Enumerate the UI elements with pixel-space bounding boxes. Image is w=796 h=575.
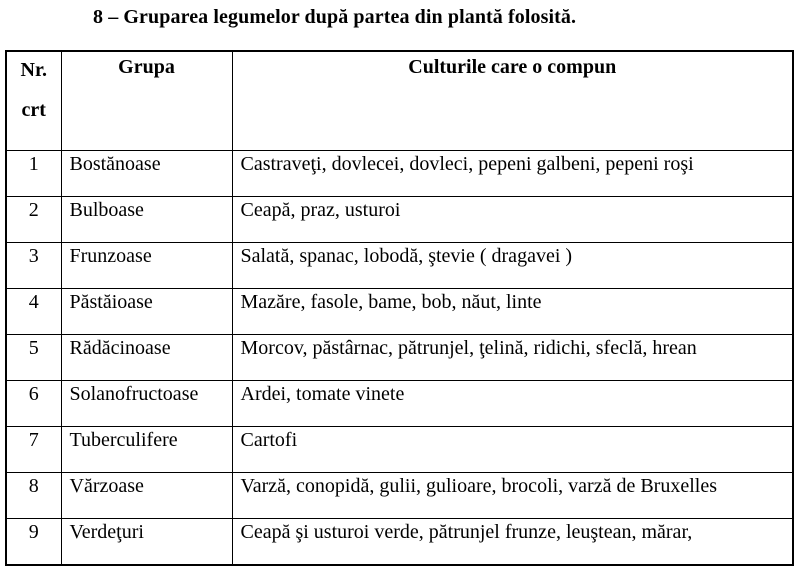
table-row [6, 519, 793, 566]
table-row [6, 381, 793, 427]
row-number: 8 [6, 473, 61, 519]
header-nr-label: Nr. [20, 59, 47, 81]
row-group: Solanofructoase [61, 381, 232, 427]
row-group: Bulboase [61, 197, 232, 243]
table-row [6, 151, 793, 197]
row-number: 1 [6, 151, 61, 197]
row-crops: Ceapă, praz, usturoi [232, 197, 793, 243]
header-crt-label: crt [21, 99, 46, 121]
row-group: Verdeţuri [61, 519, 232, 566]
table-row [6, 289, 793, 335]
row-number: 7 [6, 427, 61, 473]
row-number: 9 [6, 519, 61, 566]
table-header-row [6, 51, 793, 151]
row-group: Frunzoase [61, 243, 232, 289]
table-row [6, 335, 793, 381]
row-group: Bostănoase [61, 151, 232, 197]
row-group: Vărzoase [61, 473, 232, 519]
row-crops: Varză, conopidă, gulii, gulioare, brocoli, varză de Bruxelles [232, 473, 793, 519]
table-row [6, 197, 793, 243]
row-crops: Mazăre, fasole, bame, bob, năut, linte [232, 289, 793, 335]
row-group: Tuberculifere [61, 427, 232, 473]
table-row [6, 243, 793, 289]
table-row [6, 473, 793, 519]
row-group: Rădăcinoase [61, 335, 232, 381]
row-number: 4 [6, 289, 61, 335]
row-group: Păstăioase [61, 289, 232, 335]
row-crops: Ceapă şi usturoi verde, pătrunjel frunze, leuştean, mărar, [232, 519, 793, 566]
header-crops: Culturile care o compun [232, 51, 793, 151]
vegetable-groups-table [5, 50, 794, 566]
document-title: 8 – Gruparea legumelor după partea din plantă folosită. [93, 6, 577, 28]
table-row [6, 427, 793, 473]
header-group: Grupa [61, 51, 232, 151]
row-crops: Salată, spanac, lobodă, ştevie ( dragavei ) [232, 243, 793, 289]
row-number: 2 [6, 197, 61, 243]
row-crops: Morcov, păstârnac, pătrunjel, ţelină, ridichi, sfeclă, hrean [232, 335, 793, 381]
row-number: 5 [6, 335, 61, 381]
row-crops: Ardei, tomate vinete [232, 381, 793, 427]
header-nr-crt [6, 51, 61, 151]
row-number: 6 [6, 381, 61, 427]
row-crops: Castraveţi, dovlecei, dovleci, pepeni galbeni, pepeni roşi [232, 151, 793, 197]
row-crops: Cartofi [232, 427, 793, 473]
row-number: 3 [6, 243, 61, 289]
